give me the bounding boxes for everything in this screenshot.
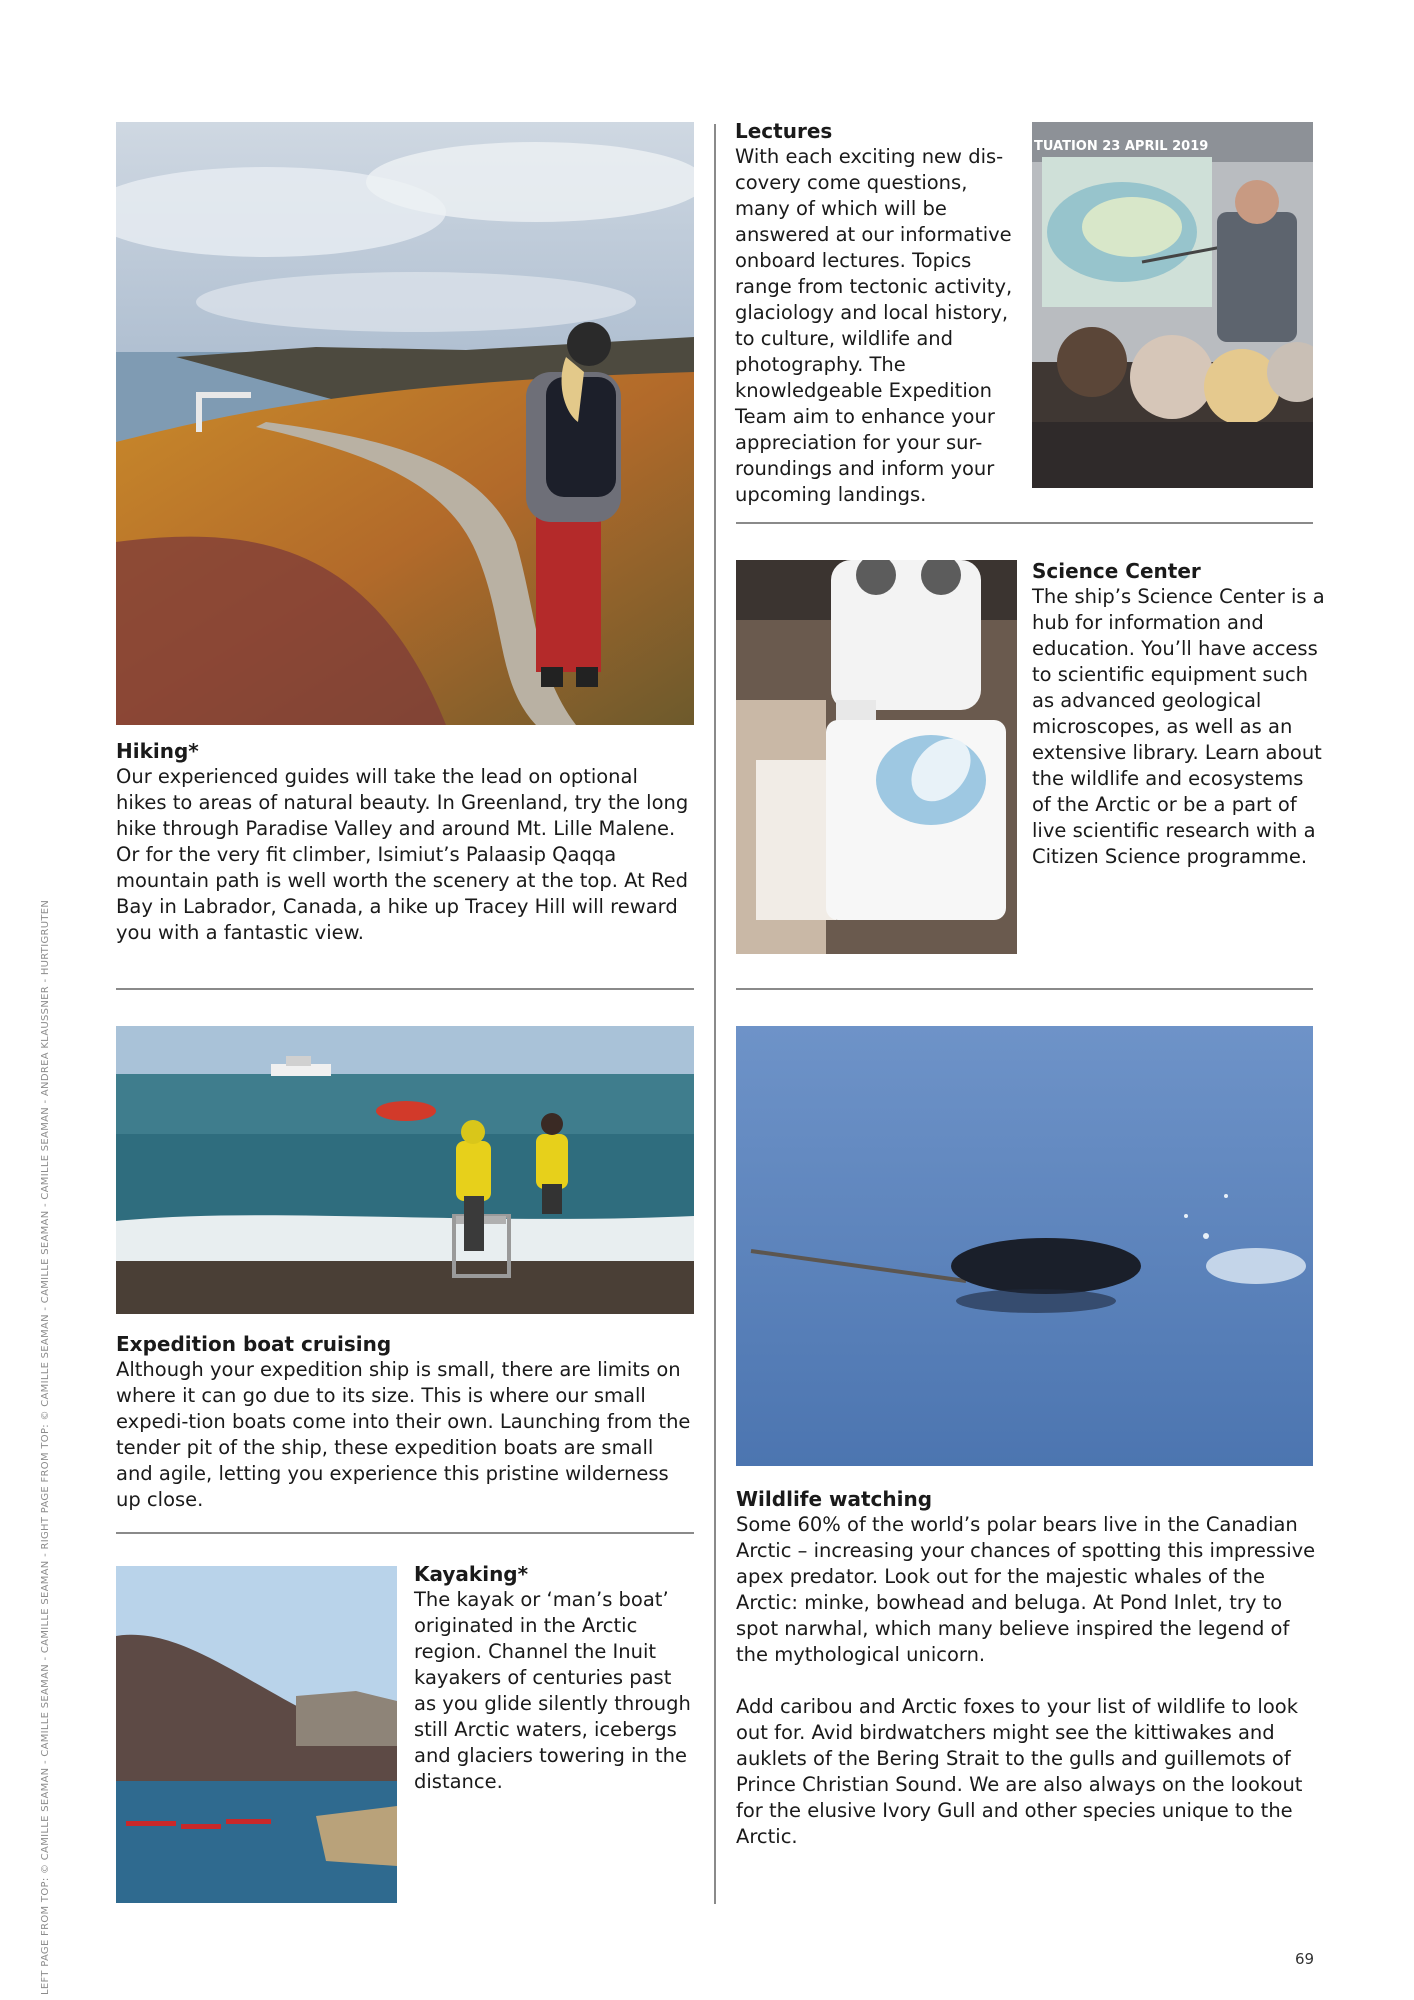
- lectures-body: With each exciting new dis-covery come questions, many of which will be answered at our informative onboard lectures. Topics range from tectonic activity, glaciology and local history, to culture, wildlife and photography. The knowledgeable Expedition Team aim to enhance your appreciation for your sur-roundings and inform your upcoming landings.: [735, 145, 1013, 506]
- wildlife-body-1: Some 60% of the world’s polar bears live in the Canadian Arctic – increasing your chances of spotting this impressive apex predator. Look out for the majestic whales of the Arctic: minke, bowhead and beluga. At Pond Inlet, try to spot narwhal, which many believe inspired the legend of the mythological unicorn.: [736, 1513, 1316, 1666]
- lectures-section: [735, 118, 1020, 508]
- lecture-photo: [1032, 122, 1313, 488]
- expedition-boat-section: [116, 1331, 696, 1513]
- science-center-body: The ship’s Science Center is a hub for information and education. You’ll have access to scientific equipment such as advanced geological microscopes, as well as an extensive library. Learn about the wildlife and ecosystems of the Arctic or be a part of live scientific research with a Citizen Science programme.: [1032, 585, 1325, 868]
- wildlife-section: [736, 1486, 1316, 1850]
- divider-hiking: [116, 988, 694, 990]
- wildlife-title: Wildlife watching: [736, 1487, 933, 1511]
- hiking-section: [116, 738, 694, 946]
- divider-lectures: [736, 522, 1313, 524]
- kayaking-title: Kayaking*: [414, 1562, 529, 1586]
- slide-caption: TUATION 23 APRIL 2019: [1034, 139, 1209, 154]
- microscope-photo: [736, 560, 1017, 954]
- hiking-body: Our experienced guides will take the lead on optional hikes to areas of natural beauty. In Greenland, try the long hike through Paradise Valley and around Mt. Lille Malene. Or for the very fit climber, Isimiut’s Palaasip Qaqqa mountain path is well worth the scenery at the top. At Red Bay in Labrador, Canada, a hike up Tracey Hill will reward you with a fantastic view.: [116, 765, 689, 944]
- expedition-boat-title: Expedition boat cruising: [116, 1332, 392, 1356]
- divider-expedition: [116, 1532, 694, 1534]
- column-divider: [714, 124, 716, 1904]
- divider-science: [736, 988, 1313, 990]
- hiking-photo: [116, 122, 694, 725]
- lectures-title: Lectures: [735, 119, 833, 143]
- expedition-boat-body: Although your expedition ship is small, there are limits on where it can go due to its size. This is where our small expedi-tion boats come into their own. Launching from the tender pit of the ship, these expedition boats are small and agile, letting you experience this pristine wilderness up close.: [116, 1358, 691, 1511]
- wildlife-body-2: Add caribou and Arctic foxes to your list of wildlife to look out for. Avid birdwatchers might see the kittiwakes and auklets of the Bering Strait to the gulls and guillemots of Prince Christian Sound. We are also always on the lookout for the elusive Ivory Gull and other species unique to the Arctic.: [736, 1695, 1303, 1848]
- kayaking-photo: [116, 1566, 397, 1903]
- kayaking-section: [414, 1561, 699, 1795]
- narwhal-photo: [736, 1026, 1313, 1466]
- hiking-title: Hiking*: [116, 739, 199, 763]
- page-number: 69: [1295, 1950, 1315, 1968]
- kayaking-body: The kayak or ‘man’s boat’ originated in the Arctic region. Channel the Inuit kayakers of centuries past as you glide silently through still Arctic waters, icebergs and glaciers towering in the distance.: [414, 1588, 691, 1793]
- science-center-section: [1032, 558, 1327, 870]
- science-center-title: Science Center: [1032, 559, 1201, 583]
- photo-credit: LEFT PAGE FROM TOP: © CAMILLE SEAMAN - CAMILLE SEAMAN - CAMILLE SEAMAN - RIGHT PAGE FROM TOP: © CAMILLE SEAMAN - CAMILLE SEAMAN - CAMILLE SEAMAN - ANDREA KLAUSSNER - HURTIGRUTEN: [40, 899, 51, 1995]
- expedition-boat-photo: [116, 1026, 694, 1314]
